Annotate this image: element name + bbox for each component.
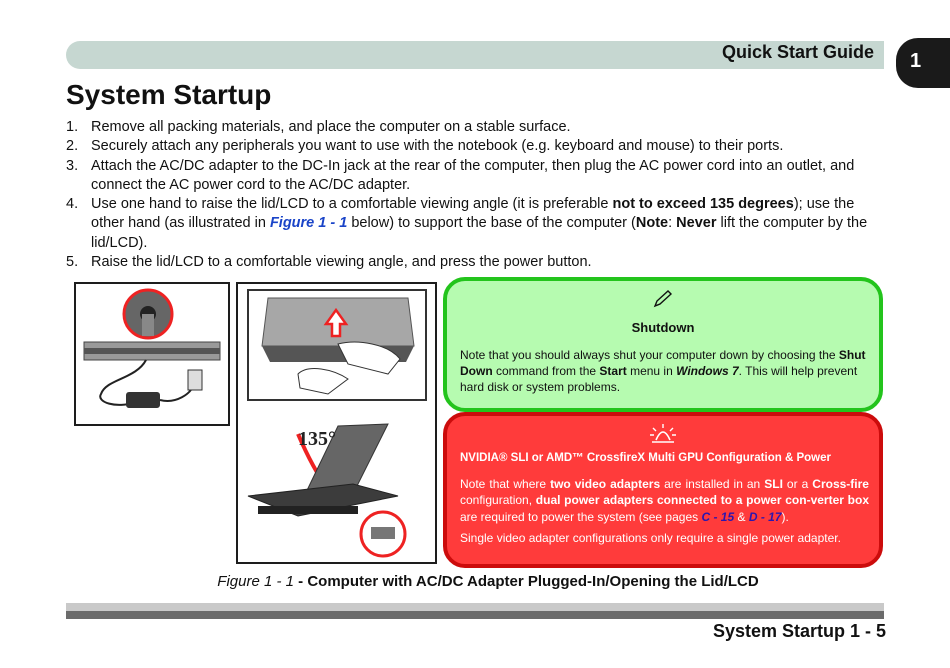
step-item: 3. Attach the AC/DC adapter to the DC-In jack at the rear of the computer, then plug the AC power cord into an outlet, and connect the AC power cord to the AC/DC adapter. (66, 157, 855, 193)
figure-caption: Figure 1 - 1 - Computer with AC/DC Adapter Plugged-In/Opening the Lid/LCD (217, 573, 759, 590)
footer-rule-light (66, 603, 884, 611)
sli-heading: NVIDIA® SLI or AMD™ CrossfireX Multi GPU Configuration & Power (460, 452, 831, 464)
chapter-number: 1 (910, 50, 922, 72)
page-title: System Startup (66, 79, 272, 110)
shutdown-note (443, 277, 883, 412)
sli-single-adapter-text: Single video adapter configurations only require a single power adapter. (460, 531, 841, 545)
page-link-c15[interactable]: C - 15 (701, 509, 735, 524)
page-link-d17[interactable]: D - 17 (748, 509, 782, 524)
sli-power-note (443, 412, 883, 568)
pencil-icon (447, 289, 879, 314)
degrees-warning: not to exceed 135 degrees (612, 196, 794, 213)
angle-label: 135° (298, 428, 336, 450)
step-item: 5. Raise the lid/LCD to a comfortable viewing angle, and press the power button. (66, 254, 592, 271)
shutdown-heading: Shutdown (631, 320, 695, 335)
step-item: 2. Securely attach any peripherals you want to use with the notebook (e.g. keyboard and mouse) to their ports. (66, 138, 784, 155)
step-item: 1. Remove all packing materials, and place the computer on a stable surface. (66, 119, 571, 135)
shutdown-text: Note that you should always shut your computer down by choosing the Shut Down command from the Start menu in Windows 7. This will help prevent hard disk or system problems. (460, 348, 866, 395)
sli-text: Note that where two video adapters are installed in an SLI or a Cross-fire configuration, dual power adapters connected to a power con-verter box are required to power the system (see pages C - 15 & D - 17). (460, 477, 869, 524)
page-footer: System Startup 1 - 5 (712, 621, 886, 641)
startup-steps (66, 118, 886, 272)
lid-opening-illustration (236, 282, 437, 564)
adapter-illustration (74, 282, 230, 426)
step-item: 4. Use one hand to raise the lid/LCD to a comfortable viewing angle (it is preferable not to exceed 135 degrees); use the other hand (as illustrated in Figure 1 - 1 below) to support the base of the computer (Note: Never lift the computer by the lid/LCD). (66, 196, 868, 251)
warning-bug-icon (447, 422, 879, 451)
figure-link[interactable]: Figure 1 - 1 (269, 215, 348, 232)
footer-rule (66, 611, 884, 619)
lid-opening-drawing (238, 284, 435, 562)
adapter-drawing (76, 284, 228, 424)
header-title: Quick Start Guide (721, 42, 874, 62)
chapter-tab (896, 38, 950, 88)
